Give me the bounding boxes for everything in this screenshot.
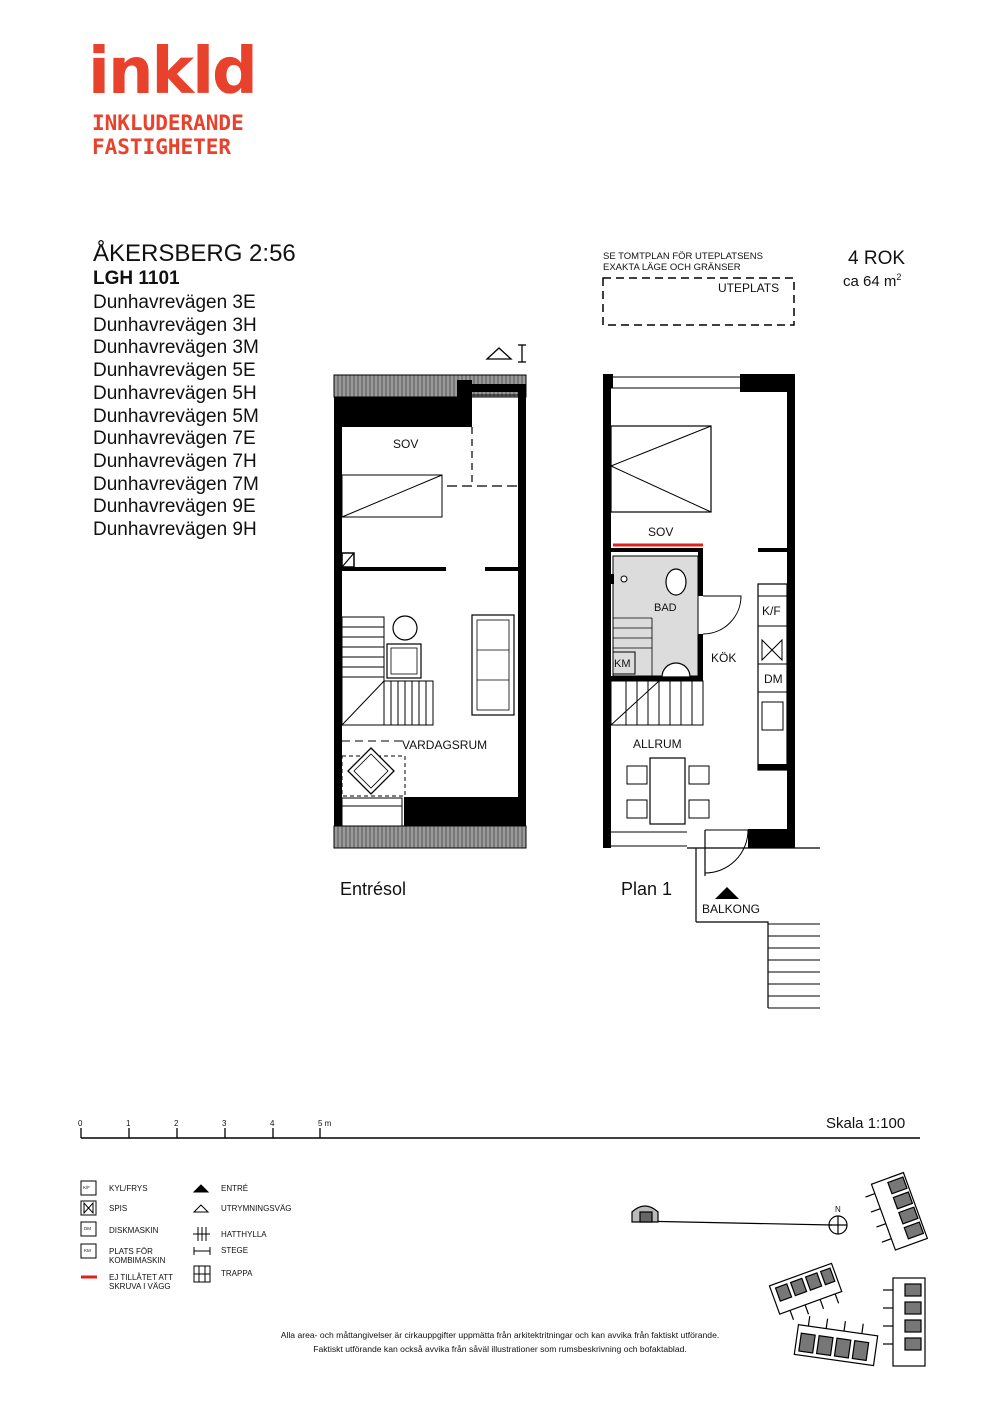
project-title: ÅKERSBERG 2:56 <box>93 240 296 267</box>
entresol-plan <box>334 345 526 848</box>
address-item: Dunhavrevägen 7H <box>93 450 257 472</box>
scale-tick: 2 <box>174 1119 179 1128</box>
scale-tick: 0 <box>78 1119 83 1128</box>
address-item: Dunhavrevägen 5E <box>93 360 256 382</box>
uteplats-note: SE TOMTPLAN FÖR UTEPLATSENS EXAKTA LÄGE OCH GRÄNSER <box>603 251 763 273</box>
scale-tick: 4 <box>270 1119 275 1128</box>
disclaimer: Alla area- och måttangivelser är cirkauppgifter uppmätta från arkitektritningar och kan avvika från faktiskt utförande. Faktiskt utförande kan också avvika från såväl illustrationer som rumsbeskrivning och bofaktablad. <box>280 1330 720 1354</box>
plan1-room-kok: KÖK <box>711 651 737 665</box>
brand-logo-line1: INKLUDERANDE <box>92 111 244 135</box>
legend-hatthylla: HATTHYLLA <box>221 1230 267 1239</box>
legend-trappa: TRAPPA <box>221 1269 253 1278</box>
entresol-room-sov: SOV <box>393 437 419 451</box>
legend-ej-tillatet: EJ TILLÅTET ATT SKRUVA I VÄGG <box>109 1273 174 1291</box>
scale-label: Skala 1:100 <box>826 1115 906 1132</box>
plan1-appliance-kf: K/F <box>762 604 781 618</box>
legend-spis: SPIS <box>109 1204 128 1213</box>
address-item: Dunhavrevägen 5M <box>93 405 259 427</box>
north-label: N <box>835 1205 841 1214</box>
north-arrow <box>632 1206 847 1234</box>
scale-bar <box>81 1128 920 1138</box>
legend-entre: ENTRÉ <box>221 1184 249 1193</box>
address-item: Dunhavrevägen 3E <box>93 292 256 313</box>
address-item: Dunhavrevägen 3M <box>93 337 259 359</box>
entresol-caption: Entrésol <box>340 879 407 899</box>
legend-icon-dm: DM <box>84 1226 91 1231</box>
address-item: Dunhavrevägen 3H <box>93 314 257 336</box>
plan1-balkong: BALKONG <box>702 902 761 916</box>
legend-diskmaskin: DISKMASKIN <box>109 1226 159 1235</box>
entrance-icon <box>715 887 739 899</box>
legend-utrymning: UTRYMNINGSVÄG <box>221 1204 292 1213</box>
scale-tick: 1 <box>126 1119 131 1128</box>
address-item: Dunhavrevägen 5H <box>93 382 257 404</box>
room-count: 4 ROK <box>848 248 906 269</box>
scale-tick: 5 m <box>318 1119 332 1128</box>
address-item: Dunhavrevägen 7E <box>93 428 256 450</box>
uteplats-label: UTEPLATS <box>718 281 780 295</box>
plan1-caption: Plan 1 <box>621 879 673 899</box>
entresol-room-vardagsrum: VARDAGSRUM <box>402 738 488 752</box>
brand-logo-line2: FASTIGHETER <box>92 135 232 159</box>
legend-icon-kf: K/F <box>83 1185 91 1190</box>
legend-kylfrys: KYL/FRYS <box>109 1184 148 1193</box>
living-area: ca 64 $m^2$ <box>843 272 902 290</box>
plan1-appliance-dm: DM <box>764 672 783 686</box>
brand-logo: inkld <box>88 35 256 109</box>
plan1-room-km: KM <box>614 658 631 670</box>
plan1-room-allrum: ALLRUM <box>633 737 682 751</box>
plan1-room-bad: BAD <box>654 602 677 614</box>
apartment-number: LGH 1101 <box>93 268 180 289</box>
legend-icon-km: KM <box>84 1248 91 1253</box>
plan1-room-sov: SOV <box>648 525 674 539</box>
legend-stege: STEGE <box>221 1246 249 1255</box>
address-item: Dunhavrevägen 7M <box>93 473 259 495</box>
address-item: Dunhavrevägen 9H <box>93 519 257 541</box>
escape-route-icon <box>487 348 511 359</box>
address-item: Dunhavrevägen 9E <box>93 496 256 518</box>
legend-kombimaskin: PLATS FÖR KOMBIMASKIN <box>109 1247 166 1265</box>
scale-tick: 3 <box>222 1119 227 1128</box>
